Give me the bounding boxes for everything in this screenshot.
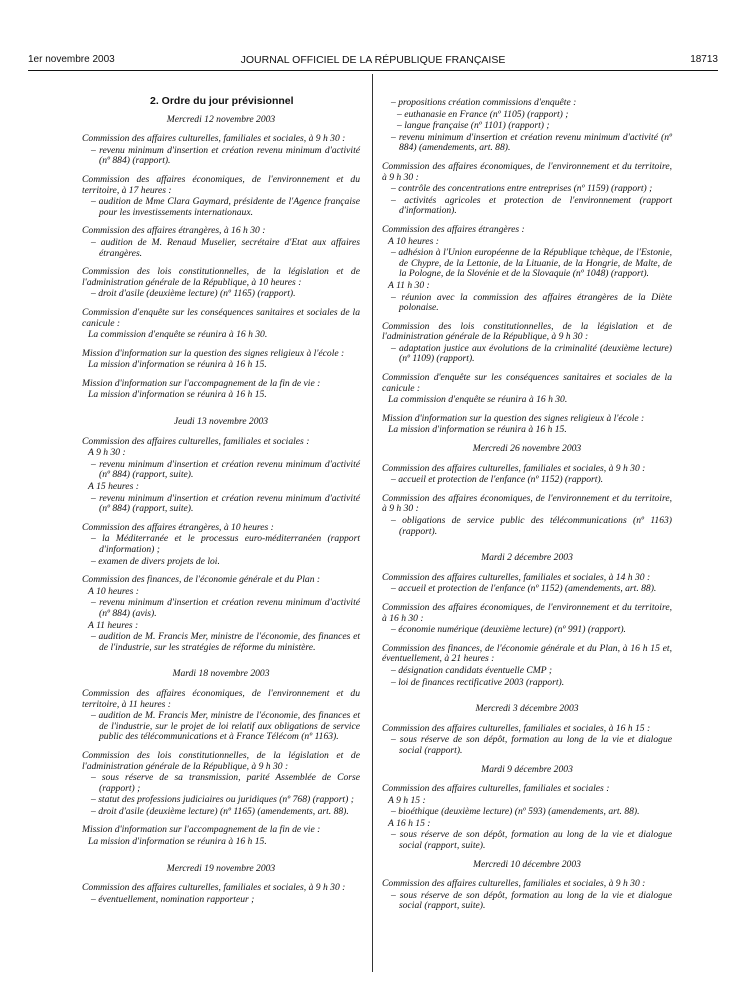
agenda-item: – adhésion à l'Union européenne de la République tchèque, de l'Estonie, de Chypre, de la Lettonie, de la Lituanie, de la Hongrie, de Malte, de la Pologne, de la Slovénie et de la Slovaquie (nº 1048) (rapport). (391, 247, 672, 280)
agenda-block (382, 724, 672, 757)
agenda-note: La mission d'information se réunira à 16 h 15. (88, 359, 267, 371)
agenda-item: – accueil et protection de l'enfance (nº 1152) (amendements, art. 88). (391, 583, 657, 595)
agenda-item: – droit d'asile (deuxième lecture) (nº 1165) (rapport). (91, 288, 296, 300)
date-heading: Mercredi 3 décembre 2003 (475, 703, 579, 715)
agenda-block (82, 883, 360, 905)
agenda-item: – obligations de service public des télécommunications (nº 1163) (rapport). (391, 515, 672, 537)
block-head: Commission des affaires culturelles, familiales et sociales : (382, 783, 610, 795)
agenda-block (82, 175, 360, 218)
block-head: Commission des affaires étrangères, à 10 heures : (82, 521, 274, 533)
time-label: A 9 h 30 : (88, 447, 126, 459)
agenda-block (82, 437, 360, 515)
header-title: JOURNAL OFFICIEL DE LA RÉPUBLIQUE FRANÇAISE (240, 54, 506, 66)
block-head: Commission des affaires culturelles, familiales et sociales, à 9 h 30 : (382, 878, 646, 890)
agenda-item: – revenu minimum d'insertion et création revenu minimum d'activité (nº 884) (rapport). (91, 144, 360, 167)
agenda-item: – sous réserve de son dépôt, formation au long de la vie et dialogue social (rapport, suite). (391, 829, 672, 852)
agenda-item: – audition de M. Francis Mer, ministre de l'économie, des finances et de l'industrie, sur les stratégies de réforme du ministère. (91, 631, 360, 653)
block-head: Commission des affaires étrangères : (382, 223, 525, 235)
agenda-block (382, 373, 672, 406)
block-head: Commission des affaires culturelles, familiales et sociales, à 16 h 15 : (382, 722, 651, 734)
agenda-subitem: – euthanasie en France (nº 1105) (rapport) ; (397, 108, 569, 120)
agenda-block (82, 267, 360, 300)
block-head: Commission des affaires culturelles, familiales et sociales : (82, 435, 310, 447)
agenda-item: – examen de divers projets de loi. (91, 555, 220, 567)
agenda-item: – revenu minimum d'insertion et création revenu minimum d'activité (nº 884) (rapport, suite). (91, 458, 360, 481)
agenda-block (82, 379, 360, 401)
date-heading: Jeudi 13 novembre 2003 (173, 416, 269, 428)
block-head: Commission des lois constitutionnelles, de la législation et de l'administration générale de la République, à 10 heures : (82, 266, 360, 288)
date-heading: Mercredi 12 novembre 2003 (166, 113, 276, 125)
agenda-block (82, 308, 360, 341)
agenda-item: – revenu minimum d'insertion et création revenu minimum d'activité (nº 884) (rapport, suite). (91, 492, 360, 515)
agenda-item: – audition de M. Francis Mer, ministre de l'économie, des finances et de l'industrie, sur le projet de loi relatif aux obligations de service public des télécommunications et à France Télécom (nº 1163). (91, 710, 360, 743)
header-page-number: 18713 (690, 54, 718, 65)
agenda-block (82, 689, 360, 743)
agenda-item: – accueil et protection de l'enfance (nº 1152) (rapport). (391, 474, 604, 486)
agenda-block (382, 225, 672, 314)
block-head: Commission des affaires économiques, de l'environnement et du territoire, à 17 heures : (82, 173, 360, 196)
agenda-block (382, 162, 672, 217)
section-title: 2. Ordre du jour prévisionnel (150, 95, 294, 107)
agenda-item: – bioéthique (deuxième lecture) (nº 593) (amendements, art. 88). (391, 806, 640, 818)
agenda-block (382, 784, 672, 852)
agenda-block (382, 464, 672, 486)
column-divider (372, 74, 373, 972)
agenda-block (82, 523, 360, 567)
block-head: Commission des finances, de l'économie générale et du Plan, à 16 h 15 et, éventuellement, à 21 heures : (382, 642, 672, 665)
agenda-block (382, 322, 672, 365)
header-date: 1er novembre 2003 (28, 54, 115, 65)
agenda-item: – revenu minimum d'insertion et création revenu minimum d'activité (nº 884) (avis). (91, 597, 360, 619)
time-label: A 10 heures : (388, 235, 439, 247)
block-head: Mission d'information sur l'accompagnement de la fin de vie : (82, 377, 321, 389)
agenda-note: La mission d'information se réunira à 16 h 15. (88, 389, 267, 401)
agenda-block (382, 879, 672, 912)
block-head: Commission des affaires culturelles, familiales et sociales, à 9 h 30 : (82, 882, 346, 894)
agenda-item: – propositions création commissions d'enquête : (391, 97, 577, 108)
agenda-block (82, 134, 360, 167)
agenda-note: La mission d'information se réunira à 16 h 15. (88, 836, 267, 848)
block-head: Commission des affaires culturelles, familiales et sociales, à 14 h 30 : (382, 571, 651, 583)
right-column (382, 98, 672, 920)
block-head: Commission des lois constitutionnelles, de la législation et de l'administration générale de la République, à 9 h 30 : (82, 749, 360, 772)
date-heading: Mardi 2 décembre 2003 (481, 552, 573, 564)
block-head: Mission d'information sur la question des signes religieux à l'école : (82, 347, 345, 359)
agenda-block (82, 825, 360, 847)
agenda-block (82, 575, 360, 653)
agenda-item: – revenu minimum d'insertion et création revenu minimum d'activité (nº 884) (amendements, art. 88). (391, 131, 672, 154)
page-header (28, 54, 718, 68)
agenda-item: – réunion avec la commission des affaires étrangères de la Diète polonaise. (391, 291, 672, 314)
block-head: Commission des affaires économiques, de l'environnement et du territoire, à 16 h 30 : (382, 601, 672, 624)
agenda-block (382, 644, 672, 688)
date-heading: Mardi 18 novembre 2003 (172, 668, 270, 680)
agenda-item: – la Méditerranée et le processus euro-méditerranéen (rapport d'information) ; (91, 533, 360, 555)
block-head: Commission des affaires économiques, de l'environnement et du territoire, à 11 heures : (82, 687, 360, 710)
agenda-item: – audition de Mme Clara Gaymard, présidente de l'Agence française pour les investissements internationaux. (91, 196, 360, 218)
time-label: A 16 h 15 : (388, 817, 431, 829)
block-head: Commission des affaires culturelles, familiales et sociales, à 9 h 30 : (82, 133, 346, 145)
agenda-subitem: – langue française (nº 1101) (rapport) ; (397, 120, 550, 132)
block-head: Commission des finances, de l'économie générale et du Plan : (82, 574, 321, 586)
agenda-item: – droit d'asile (deuxième lecture) (nº 1165) (amendements, art. 88). (91, 805, 349, 817)
block-head: Commission des affaires étrangères, à 16 h 30 : (82, 225, 266, 237)
time-label: A 11 h 30 : (388, 279, 430, 291)
date-heading: Mercredi 26 novembre 2003 (472, 443, 582, 455)
block-head: Commission des lois constitutionnelles, de la législation et de l'administration générale de la République, à 9 h 30 : (382, 320, 672, 343)
agenda-item: – économie numérique (deuxième lecture) (nº 991) (rapport). (391, 624, 626, 636)
block-head: Commission des affaires culturelles, familiales et sociales, à 9 h 30 : (382, 462, 646, 474)
agenda-block (82, 226, 360, 259)
agenda-item: – désignation candidats éventuelle CMP ; (391, 664, 553, 676)
time-label: A 10 heures : (88, 585, 139, 597)
agenda-item: – statut des professions judiciaires ou juridiques (nº 768) (rapport) ; (91, 794, 354, 806)
time-label: A 9 h 15 : (388, 794, 426, 806)
agenda-item: – adaptation justice aux évolutions de la criminalité (deuxième lecture) (nº 1109) (rapport). (391, 342, 672, 365)
agenda-item: – contrôle des concentrations entre entreprises (nº 1159) (rapport) ; (391, 183, 653, 195)
agenda-item: – audition de M. Renaud Muselier, secrétaire d'Etat aux affaires étrangères. (91, 236, 360, 259)
header-rule (28, 70, 718, 71)
agenda-item: – sous réserve de sa transmission, parité Assemblée de Corse (rapport) ; (91, 772, 360, 794)
agenda-block (382, 573, 672, 595)
date-heading: Mardi 9 décembre 2003 (481, 763, 573, 775)
agenda-block (382, 414, 672, 436)
agenda-block (382, 603, 672, 636)
time-label: A 15 heures : (88, 481, 139, 493)
date-heading: Mercredi 10 décembre 2003 (473, 858, 581, 870)
block-head: Commission des affaires économiques, de l'environnement et du territoire, à 9 h 30 : (382, 160, 672, 183)
agenda-note: La mission d'information se réunira à 16 h 15. (388, 424, 567, 436)
date-heading: Mercredi 19 novembre 2003 (166, 862, 276, 874)
time-label: A 11 heures : (88, 619, 139, 631)
agenda-item: – loi de finances rectificative 2003 (rapport). (391, 676, 565, 688)
agenda-block (382, 98, 672, 154)
block-head: Commission d'enquête sur les conséquences sanitaires et sociales de la canicule : (382, 372, 672, 394)
block-head: Mission d'information sur l'accompagnement de la fin de vie : (82, 824, 321, 836)
agenda-item: – éventuellement, nomination rapporteur ; (91, 893, 255, 905)
agenda-block (82, 751, 360, 818)
agenda-block (82, 349, 360, 371)
agenda-item: – sous réserve de son dépôt, formation au long de la vie et dialogue social (rapport). (391, 734, 672, 756)
agenda-item: – activités agricoles et protection de l'environnement (rapport d'information). (391, 194, 672, 217)
agenda-block (382, 494, 672, 537)
agenda-item: – sous réserve de son dépôt, formation au long de la vie et dialogue social (rapport, suite). (391, 889, 672, 912)
block-head: Commission d'enquête sur les conséquences sanitaires et sociales de la canicule : (82, 306, 360, 329)
agenda-note: La commission d'enquête se réunira à 16 h 30. (88, 329, 268, 341)
block-head: Commission des affaires économiques, de l'environnement et du territoire, à 9 h 30 : (382, 492, 672, 515)
block-head: Mission d'information sur la question des signes religieux à l'école : (382, 412, 645, 424)
left-column (82, 96, 360, 913)
agenda-note: La commission d'enquête se réunira à 16 h 30. (388, 394, 568, 406)
